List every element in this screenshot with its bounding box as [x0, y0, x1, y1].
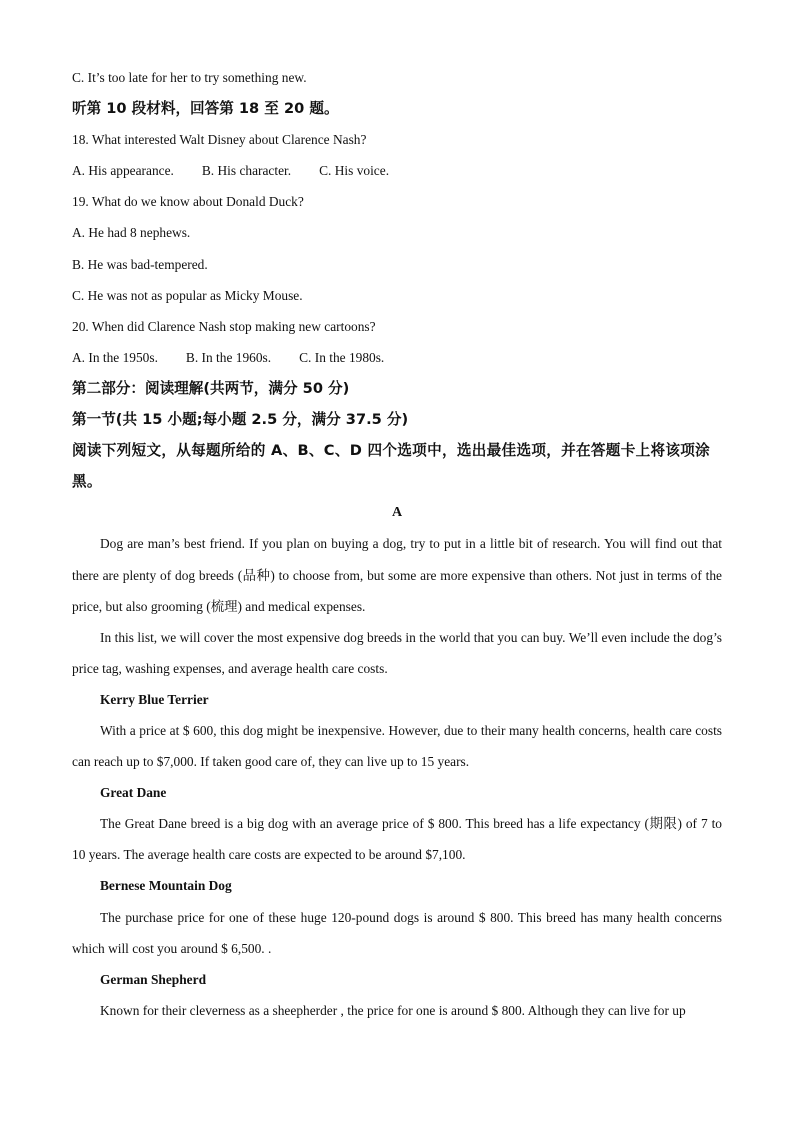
breed-description: With a price at $ 600, this dog might be inexpensive. However, due to their many health concerns, health care costs can reach up to $7,000. If taken good care of, they can live up to 15 years. — [72, 722, 722, 770]
breed-description: The Great Dane breed is a big dog with an average price of $ 800. This breed has a life expectancy (期限) of 7 to 10 years. The average health care costs are expected to be around $7,100. — [72, 816, 722, 863]
question-18: 18. What interested Walt Disney about Clarence Nash? — [72, 132, 367, 148]
question-19-option-b: B. He was bad-tempered. — [72, 256, 208, 272]
question-20-option-a: A. In the 1950s. — [72, 349, 158, 365]
passage-title: A — [391, 505, 403, 521]
reading-instructions: 阅读下列短文，从每题所给的 A、B、C、D 四个选项中，选出最佳选项，并在答题卡上将该项涂黑。 — [72, 442, 711, 491]
breed-name: Kerry Blue Terrier — [100, 691, 209, 707]
question-19-option-a: A. He had 8 nephews. — [72, 225, 191, 241]
breed-name: German Shepherd — [100, 971, 207, 987]
question-19: 19. What do we know about Donald Duck? — [72, 194, 304, 210]
question-20-option-c: C. In the 1980s. — [299, 349, 385, 365]
breed-name: Great Dane — [100, 785, 167, 801]
question-18-option-c: C. His voice. — [319, 163, 390, 179]
question-20-option-b: B. In the 1960s. — [185, 349, 272, 365]
section-10-header: 听第 10 段材料，回答第 18 至 20 题。 — [72, 100, 339, 118]
question-18-option-b: B. His character. — [201, 163, 292, 179]
question-18-options — [72, 155, 722, 186]
part-2-header: 第二部分：阅读理解(共两节，满分 50 分) — [72, 379, 350, 397]
passage-paragraph-2: In this list, we will cover the most expensive dog breeds in the world that you can buy. We’ll even include the dog’s price tag, washing expenses, and average health care costs. — [72, 629, 722, 676]
question-19-option-c: C. He was not as popular as Micky Mouse. — [72, 287, 303, 303]
breed-description: The purchase price for one of these huge 120-pound dogs is around $ 800. This breed has many health concerns which will cost you around $ 6,500. . — [72, 909, 722, 956]
question-20: 20. When did Clarence Nash stop making new cartoons? — [72, 318, 376, 334]
question-18-option-a: A. His appearance. — [72, 163, 174, 179]
exam-page — [72, 62, 722, 1026]
question-17-option-c: C. It’s too late for her to try something new. — [72, 70, 307, 85]
breed-description: Known for their cleverness as a sheepherder , the price for one is around $ 800. Although they can live for up — [100, 1002, 686, 1018]
passage-paragraph-1: Dog are man’s best friend. If you plan on buying a dog, try to put in a little bit of research. You will find out that there are plenty of dog breeds (品种) to choose from, but some are more expensive than others. Not just in terms of the price, but also grooming (梳理) and medical expenses. — [72, 536, 722, 614]
breed-name: Bernese Mountain Dog — [100, 878, 232, 894]
part-2-section-1-header: 第一节(共 15 小题;每小题 2.5 分，满分 37.5 分) — [72, 411, 409, 429]
question-20-options — [72, 342, 722, 373]
